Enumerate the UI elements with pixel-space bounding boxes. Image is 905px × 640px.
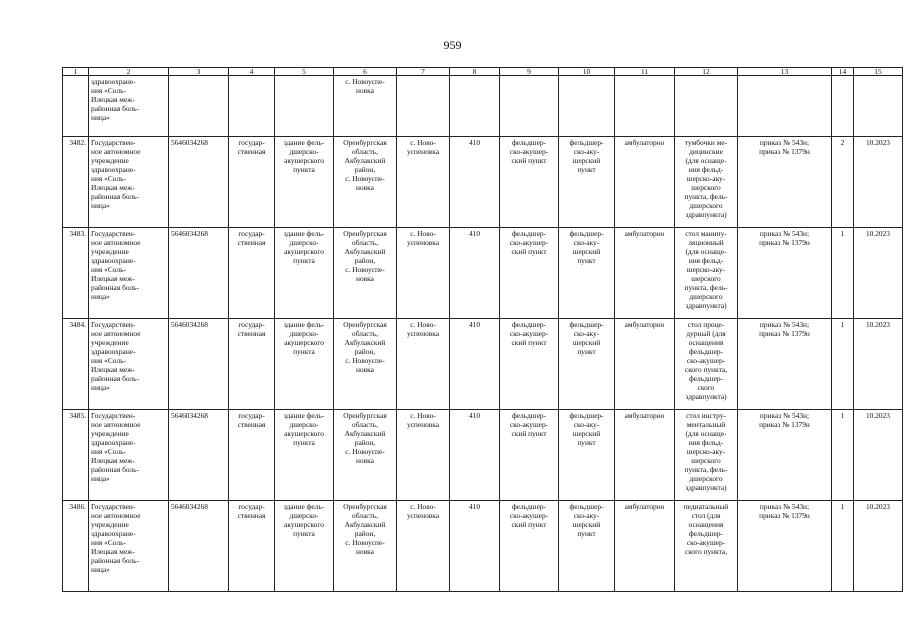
cell-date: 10.2023	[854, 319, 903, 410]
cell-unit-type: фельдшер- ско-аку- шерский пункт	[559, 319, 615, 410]
cell-code: 410	[450, 501, 500, 592]
cell-locality: с. Ново- успеновка	[397, 137, 450, 228]
cell-organization: Государствен- ное автономное учреждение здравоохране- ния «Соль- Илецкая меж- районная боль- ница»	[89, 228, 169, 319]
cell-address: Оренбургская область, Акбулакский район, с. Новоуспе- новка	[334, 137, 397, 228]
cell-locality: с. Ново- успеновка	[397, 228, 450, 319]
cell-equipment-item: педиатальный стол (для оснащения фельдшер- ско-акушер- ского пункта,	[675, 501, 738, 592]
column-header: 3	[169, 68, 229, 76]
cell-unit-type: фельдшер- ско-аку- шерский пункт	[559, 137, 615, 228]
cell-equipment-item: стол инстру- ментальный (для оснаще- ния фельд- шерско-аку- шерского пункта, фель- дшерского здравпункта)	[675, 410, 738, 501]
column-header: 14	[832, 68, 854, 76]
cell-order: приказ № 543н; приказ № 1379н	[738, 410, 832, 501]
cell-row-number: 3483.	[63, 228, 89, 319]
cell-care-form: амбулаторно	[615, 137, 675, 228]
cell-quantity: 1	[832, 410, 854, 501]
cell-organization: Государствен- ное автономное учреждение здравоохране- ния «Соль- Илецкая меж- районная боль- ница»	[89, 319, 169, 410]
cell-ownership: государ- ственная	[229, 319, 275, 410]
cell-quantity: 1	[832, 319, 854, 410]
cell-date: 10.2023	[854, 228, 903, 319]
cell-care-form: амбулаторно	[615, 501, 675, 592]
cell-unit: фельдшер- ско-акушер- ский пункт	[500, 501, 559, 592]
cell-building: здание фель- дшерско- акушерского пункта	[275, 501, 334, 592]
cell-equipment-item: стол манипу- ляционный (для оснаще- ния фельд- шерско-аку- шерского пункта, фель- дшерского здравпункта)	[675, 228, 738, 319]
column-header: 15	[854, 68, 903, 76]
cell-ownership: государ- ственная	[229, 501, 275, 592]
cell-inn: 5646034268	[169, 319, 229, 410]
cell-row-number: 3482.	[63, 137, 89, 228]
column-header: 2	[89, 68, 169, 76]
cell-locality: с. Ново- успеновка	[397, 410, 450, 501]
cell-locality: с. Ново- успеновка	[397, 501, 450, 592]
column-header: 7	[397, 68, 450, 76]
cell-ownership: государ- ственная	[229, 137, 275, 228]
cell-care-form: амбулаторно	[615, 228, 675, 319]
cell-row-number: 3485.	[63, 410, 89, 501]
column-header: 5	[275, 68, 334, 76]
cell-building: здание фель- дшерско- акушерского пункта	[275, 410, 334, 501]
cell-unit: фельдшер- ско-акушер- ский пункт	[500, 228, 559, 319]
cell-address: Оренбургская область, Акбулакский район, с. Новоуспе- новка	[334, 319, 397, 410]
cell-date: 10.2023	[854, 410, 903, 501]
column-header: 10	[559, 68, 615, 76]
cell-quantity: 1	[832, 501, 854, 592]
column-header: 12	[675, 68, 738, 76]
cell-unit: фельдшер- ско-акушер- ский пункт	[500, 137, 559, 228]
header-row	[63, 68, 903, 76]
cell-date: 10.2023	[854, 137, 903, 228]
cell-quantity: 2	[832, 137, 854, 228]
cell-code: 410	[450, 137, 500, 228]
cell-ownership: государ- ственная	[229, 228, 275, 319]
cell-inn: 5646034268	[169, 228, 229, 319]
cell-code: 410	[450, 319, 500, 410]
cell-care-form: амбулаторно	[615, 410, 675, 501]
column-header: 6	[334, 68, 397, 76]
cell-inn: 5646034268	[169, 501, 229, 592]
cell-address: с. Новоуспе- новка	[334, 76, 397, 137]
cell-inn: 5646034268	[169, 410, 229, 501]
column-header: 1	[63, 68, 89, 76]
table-row	[63, 501, 903, 592]
table-row	[63, 137, 903, 228]
cell-equipment-item: стол проце- дурный (для оснащения фельдшер- ско-акушер- ского пункта, фельдшер- ского здравпункта)	[675, 319, 738, 410]
cell-unit: фельдшер- ско-акушер- ский пункт	[500, 319, 559, 410]
column-header: 9	[500, 68, 559, 76]
cell-row-number: 3486.	[63, 501, 89, 592]
cell-locality: с. Ново- успеновка	[397, 319, 450, 410]
cell-address: Оренбургская область, Акбулакский район, с. Новоуспе- новка	[334, 410, 397, 501]
cell-row-number: 3484.	[63, 319, 89, 410]
cell-organization: Государствен- ное автономное учреждение здравоохране- ния «Соль- Илецкая меж- районная боль- ница»	[89, 410, 169, 501]
cell-date: 10.2023	[854, 501, 903, 592]
column-header: 8	[450, 68, 500, 76]
cell-unit-type: фельдшер- ско-аку- шерский пункт	[559, 410, 615, 501]
table-row	[63, 228, 903, 319]
table-row	[63, 319, 903, 410]
cell-building: здание фель- дшерско- акушерского пункта	[275, 137, 334, 228]
registry-table	[62, 67, 903, 592]
continuation-row	[63, 76, 903, 137]
page-number: 959	[443, 38, 462, 52]
cell-order: приказ № 543н; приказ № 1379н	[738, 319, 832, 410]
cell-inn: 5646034268	[169, 137, 229, 228]
cell-unit-type: фельдшер- ско-аку- шерский пункт	[559, 501, 615, 592]
cell-equipment-item: тумбочки ме- дицинские (для оснаще- ния фельд- шерско-аку- шерского пункта, фель- дшерского здравпункта)	[675, 137, 738, 228]
cell-order: приказ № 543н; приказ № 1379н	[738, 501, 832, 592]
cell-code: 410	[450, 410, 500, 501]
cell-code: 410	[450, 228, 500, 319]
column-header: 4	[229, 68, 275, 76]
table-row	[63, 410, 903, 501]
cell-ownership: государ- ственная	[229, 410, 275, 501]
cell-organization: здравоохране- ния «Соль- Илецкая меж- районная боль- ница»	[89, 76, 169, 137]
cell-building: здание фель- дшерско- акушерского пункта	[275, 319, 334, 410]
cell-organization: Государствен- ное автономное учреждение здравоохране- ния «Соль- Илецкая меж- районная боль- ница»	[89, 137, 169, 228]
column-header: 11	[615, 68, 675, 76]
cell-address: Оренбургская область, Акбулакский район, с. Новоуспе- новка	[334, 501, 397, 592]
cell-building: здание фель- дшерско- акушерского пункта	[275, 228, 334, 319]
cell-address: Оренбургская область, Акбулакский район, с. Новоуспе- новка	[334, 228, 397, 319]
cell-unit: фельдшер- ско-акушер- ский пункт	[500, 410, 559, 501]
column-header: 13	[738, 68, 832, 76]
cell-unit-type: фельдшер- ско-аку- шерский пункт	[559, 228, 615, 319]
cell-quantity: 1	[832, 228, 854, 319]
cell-care-form: амбулаторно	[615, 319, 675, 410]
cell-order: приказ № 543н; приказ № 1379н	[738, 137, 832, 228]
cell-organization: Государствен- ное автономное учреждение здравоохране- ния «Соль- Илецкая меж- районная боль- ница»	[89, 501, 169, 592]
cell-order: приказ № 543н; приказ № 1379н	[738, 228, 832, 319]
